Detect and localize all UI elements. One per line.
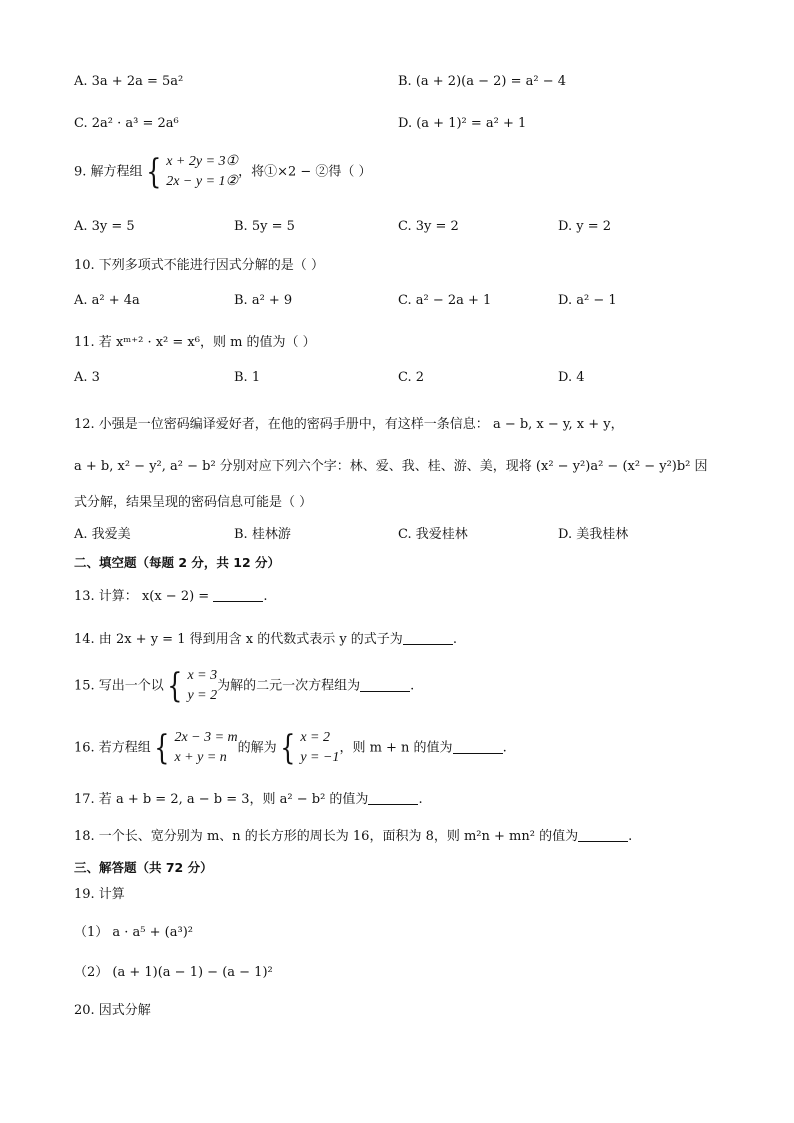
question-16: 16. 若方程组 { 2x − 3 = m x + y = n 的解为 { x = 2 y = −1 ，则 m + n 的值为 .	[74, 728, 507, 768]
q12-option-d: D. 美我桂林	[558, 527, 629, 542]
q9-equation-2: 2x − y = 1②	[166, 174, 239, 189]
section-3-heading: 三、解答题（共 72 分）	[74, 860, 213, 875]
q11-option-b: B. 1	[234, 370, 261, 385]
q10-option-c: C. a² − 2a + 1	[398, 293, 492, 308]
question-13: 13. 计算： x(x − 2) = .	[74, 589, 268, 604]
answer-blank	[368, 790, 418, 805]
q12-option-a: A. 我爱美	[74, 527, 131, 542]
q12-option-b: B. 桂林游	[234, 527, 291, 542]
q11-option-c: C. 2	[398, 370, 425, 385]
question-20-title: 20. 因式分解	[74, 1003, 151, 1018]
section-2-heading: 二、填空题（每题 2 分，共 12 分）	[74, 555, 281, 570]
q12-option-c: C. 我爱桂林	[398, 527, 468, 542]
question-19-title: 19. 计算	[74, 887, 125, 902]
question-12-line-3: 式分解，结果呈现的密码信息可能是（ ）	[74, 495, 313, 510]
question-9: 9. 解方程组 { x + 2y = 3① 2x − y = 1② ，将①×2 − ②得（ ）	[74, 152, 372, 192]
answer-blank	[360, 677, 410, 692]
question-11: 11. 若 xᵐ⁺² · x² = x⁶，则 m 的值为（ ）	[74, 335, 316, 350]
q9-option-d: D. y = 2	[558, 219, 611, 234]
q10-option-b: B. a² + 9	[234, 293, 293, 308]
q9-option-a: A. 3y = 5	[74, 219, 135, 234]
question-19-part-1: （1） a · a⁵ + (a³)²	[74, 925, 193, 940]
q8-option-b: B. (a + 2)(a − 2) = a² − 4	[398, 74, 567, 89]
answer-blank	[453, 739, 503, 754]
q11-option-d: D. 4	[558, 370, 585, 385]
q10-option-a: A. a² + 4a	[74, 293, 140, 308]
q9-option-b: B. 5y = 5	[234, 219, 295, 234]
question-12-line-1: 12. 小强是一位密码编译爱好者，在他的密码手册中，有这样一条信息： a − b, x − y, x + y，	[74, 417, 624, 432]
q8-option-d: D. (a + 1)² = a² + 1	[398, 116, 527, 131]
q10-option-d: D. a² − 1	[558, 293, 617, 308]
answer-blank	[578, 827, 628, 842]
question-14: 14. 由 2x + y = 1 得到用含 x 的代数式表示 y 的式子为 .	[74, 632, 457, 647]
question-10: 10. 下列多项式不能进行因式分解的是（ ）	[74, 258, 324, 273]
answer-blank	[403, 630, 453, 645]
question-19-part-2: （2） (a + 1)(a − 1) − (a − 1)²	[74, 965, 273, 980]
question-12-line-2: a + b, x² − y², a² − b² 分别对应下列六个字：林、爱、我、桂、游、美，现将 (x² − y²)a² − (x² − y²)b² 因	[74, 459, 708, 474]
q9-equation-1: x + 2y = 3①	[166, 154, 239, 169]
answer-blank	[213, 587, 263, 602]
question-18: 18. 一个长、宽分别为 m、n 的长方形的周长为 16，面积为 8，则 m²n + mn² 的值为 .	[74, 829, 633, 844]
q8-option-a: A. 3a + 2a = 5a²	[74, 74, 184, 89]
q8-option-c: C. 2a² · a³ = 2a⁶	[74, 116, 179, 131]
q9-option-c: C. 3y = 2	[398, 219, 459, 234]
q11-option-a: A. 3	[74, 370, 100, 385]
question-17: 17. 若 a + b = 2, a − b = 3，则 a² − b² 的值为 .	[74, 792, 423, 807]
question-15: 15. 写出一个以 { x = 3 y = 2 为解的二元一次方程组为 .	[74, 666, 415, 706]
